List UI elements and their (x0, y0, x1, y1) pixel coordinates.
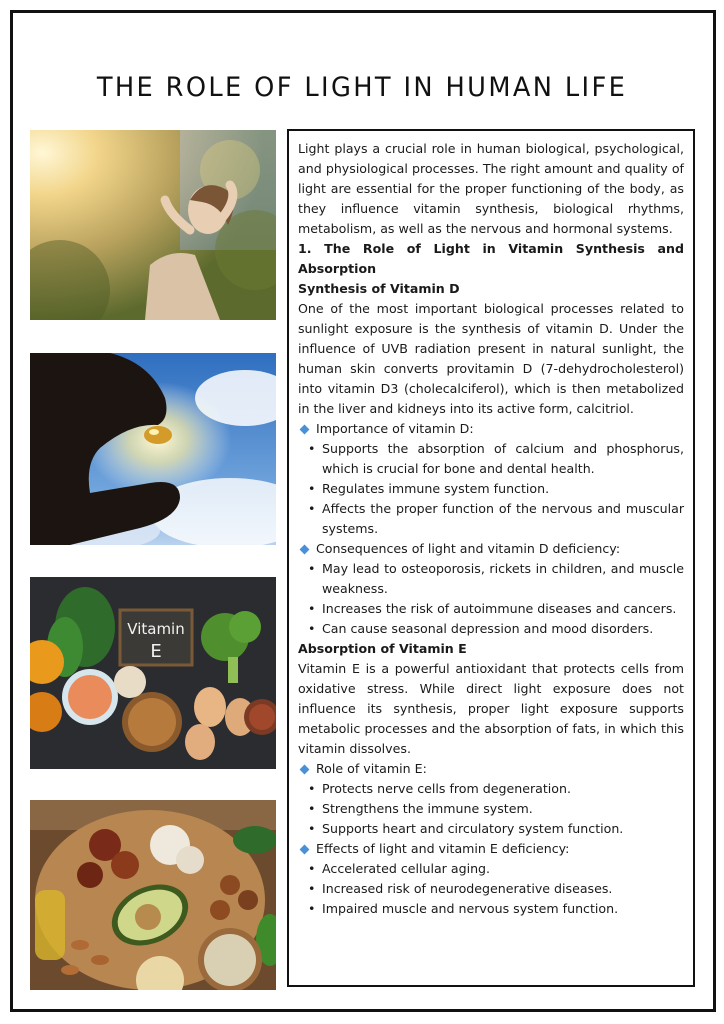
list-item: • Regulates immune system function. (298, 479, 684, 499)
vitamin-d-importance-label (298, 419, 684, 439)
list-item: • Accelerated cellular aging. (298, 859, 684, 879)
vitamin-e-sign-line2: E (150, 641, 162, 662)
section1-heading: 1. The Role of Light in Vitamin Synthesis and Absorption (298, 241, 684, 276)
vitamin-e-deficiency-list (298, 859, 684, 919)
vitamin-e-sign-line1: Vitamin (127, 620, 185, 638)
list-item: • Supports heart and circulatory system function. (298, 819, 684, 839)
diamond-bullet-icon (300, 765, 310, 775)
diamond-bullet-icon (300, 425, 310, 435)
vitamin-d-deficiency-list (298, 559, 684, 639)
page-title: THE ROLE OF LIGHT IN HUMAN LIFE (96, 72, 628, 104)
woman-in-sunlight-image (30, 130, 276, 320)
list-item: • Can cause seasonal depression and mood disorders. (298, 619, 684, 639)
diamond-bullet-icon (300, 545, 310, 555)
vitamin-e-foods-image (30, 577, 276, 769)
vitamin-d-paragraph: One of the most important biological processes related to sunlight exposure is the synthesis of vitamin D. Under the influence of UVB radiation present in natural sunlight, the human skin converts provitamin D (7-dehydrocholesterol) into vitamin D3 (cholecalciferol), which is then metabolized in the liver and kidneys into its active form, calcitriol. (298, 301, 684, 416)
vitamin-e-deficiency-label (298, 839, 684, 859)
list-item: • Affects the proper function of the nervous and muscular systems. (298, 499, 684, 539)
list-item: • Impaired muscle and nervous system function. (298, 899, 684, 919)
vitamin-e-paragraph: Vitamin E is a powerful antioxidant that protects cells from oxidative stress. While direct light exposure does not influence its synthesis, proper light exposure supports metabolic processes and the absorption of fats, in which this vitamin dissolves. (298, 661, 684, 756)
list-item: • Protects nerve cells from degeneration. (298, 779, 684, 799)
label-text: Importance of vitamin D: (316, 421, 474, 436)
vitamin-e-heading: Absorption of Vitamin E (298, 641, 467, 656)
intro-paragraph: Light plays a crucial role in human biological, psychological, and physiological processes. The right amount and quality of light are essential for the proper functioning of the body, as they influence vitamin synthesis, biological rhythms, metabolism, as well as the nervous and hormonal systems. (298, 141, 684, 236)
label-text: Effects of light and vitamin E deficiency: (316, 841, 570, 856)
list-item: • Increased risk of neurodegenerative diseases. (298, 879, 684, 899)
list-item: • Increases the risk of autoimmune diseases and cancers. (298, 599, 684, 619)
vitamin-capsule-against-sky-image (30, 353, 276, 545)
nuts-and-avocado-image (30, 800, 276, 990)
vitamin-d-importance-list (298, 439, 684, 539)
vitamin-e-role-list (298, 779, 684, 839)
label-text: Role of vitamin E: (316, 761, 427, 776)
vitamin-e-role-label (298, 759, 684, 779)
vitamin-d-heading: Synthesis of Vitamin D (298, 281, 460, 296)
list-item: • May lead to osteoporosis, rickets in children, and muscle weakness. (298, 559, 684, 599)
vitamin-d-deficiency-label (298, 539, 684, 559)
list-item: • Supports the absorption of calcium and phosphorus, which is crucial for bone and dental health. (298, 439, 684, 479)
article-text-box (287, 129, 695, 987)
diamond-bullet-icon (300, 845, 310, 855)
list-item: • Strengthens the immune system. (298, 799, 684, 819)
label-text: Consequences of light and vitamin D deficiency: (316, 541, 621, 556)
